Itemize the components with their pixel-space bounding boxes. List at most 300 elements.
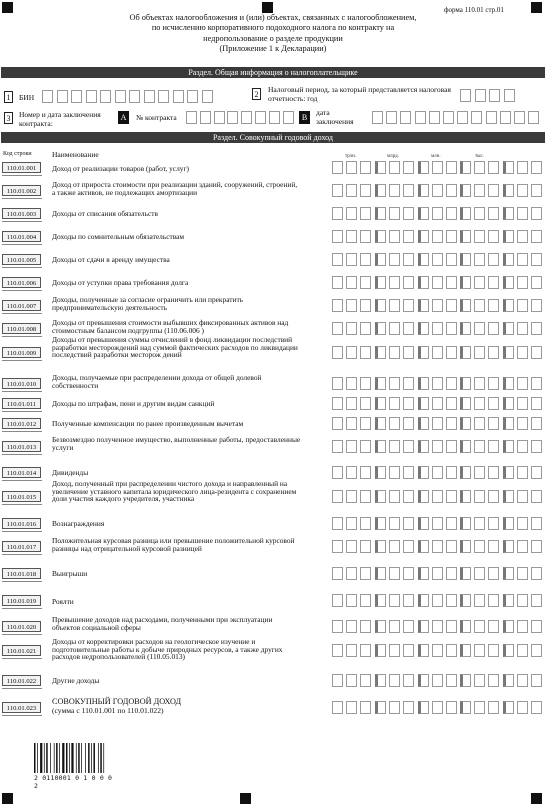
amount-cell[interactable] bbox=[446, 701, 457, 714]
amount-cell[interactable] bbox=[360, 701, 371, 714]
amount-cell[interactable] bbox=[432, 674, 443, 687]
amount-cell[interactable] bbox=[488, 161, 499, 174]
amount-cell[interactable] bbox=[360, 184, 371, 197]
amount-cell[interactable] bbox=[360, 517, 371, 530]
digit-cell[interactable] bbox=[187, 90, 198, 103]
amount-cell[interactable] bbox=[503, 397, 514, 410]
digit-cell[interactable] bbox=[227, 111, 238, 124]
amount-cell[interactable] bbox=[503, 490, 514, 503]
amount-cell[interactable] bbox=[346, 276, 357, 289]
amount-cell[interactable] bbox=[446, 397, 457, 410]
amount-cell[interactable] bbox=[418, 540, 429, 553]
amount-cell[interactable] bbox=[418, 440, 429, 453]
digit-cell[interactable] bbox=[202, 90, 213, 103]
amount-cell[interactable] bbox=[446, 490, 457, 503]
amount-cell[interactable] bbox=[517, 490, 528, 503]
amount-cell[interactable] bbox=[474, 517, 485, 530]
amount-cell[interactable] bbox=[517, 674, 528, 687]
amount-cell[interactable] bbox=[474, 230, 485, 243]
amount-cell[interactable] bbox=[488, 440, 499, 453]
amount-cell[interactable] bbox=[389, 417, 400, 430]
amount-cell[interactable] bbox=[403, 466, 414, 479]
amount-cell[interactable] bbox=[375, 594, 386, 607]
amount-cell[interactable] bbox=[474, 276, 485, 289]
digit-cell[interactable] bbox=[57, 90, 68, 103]
amount-cell[interactable] bbox=[403, 701, 414, 714]
amount-cell[interactable] bbox=[375, 567, 386, 580]
amount-cell[interactable] bbox=[446, 322, 457, 335]
amount-cell[interactable] bbox=[418, 346, 429, 359]
amount-cell[interactable] bbox=[389, 620, 400, 633]
amount-cell[interactable] bbox=[517, 184, 528, 197]
amount-cell[interactable] bbox=[488, 517, 499, 530]
amount-cell[interactable] bbox=[389, 674, 400, 687]
amount-cell[interactable] bbox=[346, 322, 357, 335]
digit-cell[interactable] bbox=[504, 89, 515, 102]
amount-cell[interactable] bbox=[488, 701, 499, 714]
amount-cell[interactable] bbox=[346, 417, 357, 430]
amount-cell[interactable] bbox=[446, 517, 457, 530]
amount-cell[interactable] bbox=[332, 161, 343, 174]
amount-cell[interactable] bbox=[517, 276, 528, 289]
amount-cell[interactable] bbox=[375, 466, 386, 479]
amount-cell[interactable] bbox=[474, 490, 485, 503]
amount-cell[interactable] bbox=[346, 377, 357, 390]
amount-cell[interactable] bbox=[446, 161, 457, 174]
amount-cell[interactable] bbox=[503, 417, 514, 430]
amount-cell[interactable] bbox=[332, 594, 343, 607]
amount-cell[interactable] bbox=[418, 567, 429, 580]
amount-cell[interactable] bbox=[503, 322, 514, 335]
amount-cell[interactable] bbox=[346, 567, 357, 580]
amount-cell[interactable] bbox=[403, 517, 414, 530]
amount-cell[interactable] bbox=[346, 490, 357, 503]
amount-cell[interactable] bbox=[332, 417, 343, 430]
digit-cell[interactable] bbox=[255, 111, 266, 124]
amount-cell[interactable] bbox=[332, 674, 343, 687]
amount-cell[interactable] bbox=[389, 440, 400, 453]
digit-cell[interactable] bbox=[129, 90, 140, 103]
amount-cell[interactable] bbox=[375, 322, 386, 335]
amount-cell[interactable] bbox=[503, 466, 514, 479]
amount-cell[interactable] bbox=[360, 644, 371, 657]
amount-cell[interactable] bbox=[488, 417, 499, 430]
amount-cell[interactable] bbox=[389, 466, 400, 479]
amount-cell[interactable] bbox=[488, 490, 499, 503]
amount-cell[interactable] bbox=[432, 346, 443, 359]
amount-cell[interactable] bbox=[332, 276, 343, 289]
amount-cell[interactable] bbox=[389, 346, 400, 359]
amount-cell[interactable] bbox=[389, 230, 400, 243]
amount-cell[interactable] bbox=[517, 207, 528, 220]
amount-cell[interactable] bbox=[432, 620, 443, 633]
amount-cell[interactable] bbox=[346, 440, 357, 453]
amount-cell[interactable] bbox=[531, 490, 542, 503]
amount-cell[interactable] bbox=[517, 397, 528, 410]
digit-cell[interactable] bbox=[269, 111, 280, 124]
digit-cell[interactable] bbox=[471, 111, 482, 124]
amount-cell[interactable] bbox=[332, 540, 343, 553]
amount-cell[interactable] bbox=[418, 377, 429, 390]
amount-cell[interactable] bbox=[517, 620, 528, 633]
amount-cell[interactable] bbox=[531, 620, 542, 633]
amount-cell[interactable] bbox=[389, 490, 400, 503]
amount-cell[interactable] bbox=[460, 253, 471, 266]
amount-cell[interactable] bbox=[432, 644, 443, 657]
amount-cell[interactable] bbox=[432, 397, 443, 410]
amount-cell[interactable] bbox=[474, 701, 485, 714]
amount-cell[interactable] bbox=[517, 230, 528, 243]
amount-cell[interactable] bbox=[375, 299, 386, 312]
amount-cell[interactable] bbox=[474, 466, 485, 479]
amount-cell[interactable] bbox=[474, 644, 485, 657]
amount-cell[interactable] bbox=[517, 346, 528, 359]
digit-cell[interactable] bbox=[528, 111, 539, 124]
amount-cell[interactable] bbox=[531, 207, 542, 220]
amount-cell[interactable] bbox=[503, 276, 514, 289]
amount-cell[interactable] bbox=[389, 540, 400, 553]
amount-cell[interactable] bbox=[460, 540, 471, 553]
amount-cell[interactable] bbox=[488, 674, 499, 687]
digit-cell[interactable] bbox=[71, 90, 82, 103]
amount-cell[interactable] bbox=[503, 230, 514, 243]
amount-cell[interactable] bbox=[531, 517, 542, 530]
amount-cell[interactable] bbox=[346, 230, 357, 243]
amount-cell[interactable] bbox=[503, 377, 514, 390]
amount-cell[interactable] bbox=[389, 161, 400, 174]
amount-cell[interactable] bbox=[332, 346, 343, 359]
amount-cell[interactable] bbox=[446, 346, 457, 359]
amount-cell[interactable] bbox=[375, 701, 386, 714]
amount-cell[interactable] bbox=[403, 276, 414, 289]
amount-cell[interactable] bbox=[418, 594, 429, 607]
amount-cell[interactable] bbox=[346, 620, 357, 633]
amount-cell[interactable] bbox=[446, 253, 457, 266]
amount-cell[interactable] bbox=[517, 594, 528, 607]
amount-cell[interactable] bbox=[503, 346, 514, 359]
amount-cell[interactable] bbox=[389, 701, 400, 714]
amount-cell[interactable] bbox=[332, 490, 343, 503]
amount-cell[interactable] bbox=[503, 184, 514, 197]
amount-cell[interactable] bbox=[332, 299, 343, 312]
amount-cell[interactable] bbox=[375, 230, 386, 243]
amount-cell[interactable] bbox=[531, 440, 542, 453]
amount-cell[interactable] bbox=[460, 346, 471, 359]
amount-cell[interactable] bbox=[474, 620, 485, 633]
amount-cell[interactable] bbox=[488, 620, 499, 633]
amount-cell[interactable] bbox=[403, 322, 414, 335]
amount-cell[interactable] bbox=[432, 517, 443, 530]
amount-cell[interactable] bbox=[503, 701, 514, 714]
amount-cell[interactable] bbox=[432, 466, 443, 479]
amount-cell[interactable] bbox=[503, 620, 514, 633]
amount-cell[interactable] bbox=[418, 490, 429, 503]
amount-cell[interactable] bbox=[403, 594, 414, 607]
digit-cell[interactable] bbox=[386, 111, 397, 124]
digit-cell[interactable] bbox=[200, 111, 211, 124]
amount-cell[interactable] bbox=[389, 184, 400, 197]
amount-cell[interactable] bbox=[403, 490, 414, 503]
amount-cell[interactable] bbox=[332, 253, 343, 266]
digit-cell[interactable] bbox=[500, 111, 511, 124]
amount-cell[interactable] bbox=[460, 377, 471, 390]
digit-cell[interactable] bbox=[186, 111, 197, 124]
amount-cell[interactable] bbox=[403, 377, 414, 390]
amount-cell[interactable] bbox=[418, 276, 429, 289]
amount-cell[interactable] bbox=[488, 594, 499, 607]
amount-cell[interactable] bbox=[332, 701, 343, 714]
amount-cell[interactable] bbox=[446, 417, 457, 430]
amount-cell[interactable] bbox=[389, 207, 400, 220]
amount-cell[interactable] bbox=[360, 346, 371, 359]
amount-cell[interactable] bbox=[375, 674, 386, 687]
amount-cell[interactable] bbox=[375, 184, 386, 197]
amount-cell[interactable] bbox=[531, 417, 542, 430]
amount-cell[interactable] bbox=[346, 644, 357, 657]
amount-cell[interactable] bbox=[403, 417, 414, 430]
amount-cell[interactable] bbox=[531, 644, 542, 657]
amount-cell[interactable] bbox=[432, 253, 443, 266]
amount-cell[interactable] bbox=[474, 567, 485, 580]
amount-cell[interactable] bbox=[389, 567, 400, 580]
amount-cell[interactable] bbox=[346, 207, 357, 220]
amount-cell[interactable] bbox=[460, 567, 471, 580]
amount-cell[interactable] bbox=[432, 276, 443, 289]
amount-cell[interactable] bbox=[346, 397, 357, 410]
amount-cell[interactable] bbox=[488, 397, 499, 410]
amount-cell[interactable] bbox=[432, 567, 443, 580]
amount-cell[interactable] bbox=[403, 644, 414, 657]
amount-cell[interactable] bbox=[517, 161, 528, 174]
digit-cell[interactable] bbox=[214, 111, 225, 124]
amount-cell[interactable] bbox=[517, 299, 528, 312]
amount-cell[interactable] bbox=[531, 184, 542, 197]
amount-cell[interactable] bbox=[332, 644, 343, 657]
amount-cell[interactable] bbox=[474, 377, 485, 390]
amount-cell[interactable] bbox=[332, 377, 343, 390]
digit-cell[interactable] bbox=[372, 111, 383, 124]
digit-cell[interactable] bbox=[460, 89, 471, 102]
amount-cell[interactable] bbox=[474, 322, 485, 335]
amount-cell[interactable] bbox=[432, 207, 443, 220]
digit-cell[interactable] bbox=[144, 90, 155, 103]
digit-cell[interactable] bbox=[283, 111, 294, 124]
amount-cell[interactable] bbox=[346, 540, 357, 553]
amount-cell[interactable] bbox=[460, 184, 471, 197]
amount-cell[interactable] bbox=[531, 322, 542, 335]
amount-cell[interactable] bbox=[446, 299, 457, 312]
amount-cell[interactable] bbox=[474, 397, 485, 410]
amount-cell[interactable] bbox=[332, 230, 343, 243]
amount-cell[interactable] bbox=[531, 161, 542, 174]
amount-cell[interactable] bbox=[418, 299, 429, 312]
amount-cell[interactable] bbox=[403, 674, 414, 687]
amount-cell[interactable] bbox=[375, 490, 386, 503]
amount-cell[interactable] bbox=[474, 161, 485, 174]
amount-cell[interactable] bbox=[403, 207, 414, 220]
amount-cell[interactable] bbox=[389, 517, 400, 530]
digit-cell[interactable] bbox=[42, 90, 53, 103]
amount-cell[interactable] bbox=[488, 253, 499, 266]
amount-cell[interactable] bbox=[460, 161, 471, 174]
amount-cell[interactable] bbox=[432, 594, 443, 607]
amount-cell[interactable] bbox=[446, 230, 457, 243]
amount-cell[interactable] bbox=[531, 540, 542, 553]
amount-cell[interactable] bbox=[403, 346, 414, 359]
amount-cell[interactable] bbox=[432, 417, 443, 430]
amount-cell[interactable] bbox=[517, 377, 528, 390]
amount-cell[interactable] bbox=[360, 417, 371, 430]
amount-cell[interactable] bbox=[460, 440, 471, 453]
amount-cell[interactable] bbox=[488, 322, 499, 335]
amount-cell[interactable] bbox=[474, 540, 485, 553]
amount-cell[interactable] bbox=[503, 207, 514, 220]
amount-cell[interactable] bbox=[389, 397, 400, 410]
amount-cell[interactable] bbox=[432, 540, 443, 553]
amount-cell[interactable] bbox=[488, 230, 499, 243]
digit-cell[interactable] bbox=[415, 111, 426, 124]
amount-cell[interactable] bbox=[488, 644, 499, 657]
amount-cell[interactable] bbox=[360, 567, 371, 580]
digit-cell[interactable] bbox=[443, 111, 454, 124]
digit-cell[interactable] bbox=[158, 90, 169, 103]
amount-cell[interactable] bbox=[531, 299, 542, 312]
amount-cell[interactable] bbox=[432, 184, 443, 197]
amount-cell[interactable] bbox=[432, 490, 443, 503]
amount-cell[interactable] bbox=[460, 397, 471, 410]
amount-cell[interactable] bbox=[474, 184, 485, 197]
amount-cell[interactable] bbox=[432, 299, 443, 312]
digit-cell[interactable] bbox=[475, 89, 486, 102]
digit-cell[interactable] bbox=[115, 90, 126, 103]
digit-cell[interactable] bbox=[489, 89, 500, 102]
amount-cell[interactable] bbox=[360, 253, 371, 266]
amount-cell[interactable] bbox=[360, 322, 371, 335]
amount-cell[interactable] bbox=[360, 397, 371, 410]
amount-cell[interactable] bbox=[403, 161, 414, 174]
amount-cell[interactable] bbox=[531, 701, 542, 714]
amount-cell[interactable] bbox=[389, 322, 400, 335]
amount-cell[interactable] bbox=[332, 207, 343, 220]
amount-cell[interactable] bbox=[503, 299, 514, 312]
amount-cell[interactable] bbox=[474, 440, 485, 453]
amount-cell[interactable] bbox=[403, 540, 414, 553]
amount-cell[interactable] bbox=[460, 517, 471, 530]
amount-cell[interactable] bbox=[474, 299, 485, 312]
amount-cell[interactable] bbox=[403, 299, 414, 312]
amount-cell[interactable] bbox=[432, 230, 443, 243]
amount-cell[interactable] bbox=[460, 322, 471, 335]
amount-cell[interactable] bbox=[432, 377, 443, 390]
amount-cell[interactable] bbox=[418, 620, 429, 633]
amount-cell[interactable] bbox=[389, 299, 400, 312]
amount-cell[interactable] bbox=[488, 540, 499, 553]
amount-cell[interactable] bbox=[446, 184, 457, 197]
amount-cell[interactable] bbox=[517, 466, 528, 479]
amount-cell[interactable] bbox=[503, 253, 514, 266]
amount-cell[interactable] bbox=[488, 207, 499, 220]
amount-cell[interactable] bbox=[446, 567, 457, 580]
amount-cell[interactable] bbox=[375, 440, 386, 453]
amount-cell[interactable] bbox=[332, 466, 343, 479]
amount-cell[interactable] bbox=[403, 440, 414, 453]
amount-cell[interactable] bbox=[418, 230, 429, 243]
amount-cell[interactable] bbox=[389, 644, 400, 657]
amount-cell[interactable] bbox=[432, 440, 443, 453]
amount-cell[interactable] bbox=[418, 466, 429, 479]
digit-cell[interactable] bbox=[173, 90, 184, 103]
amount-cell[interactable] bbox=[389, 377, 400, 390]
amount-cell[interactable] bbox=[446, 207, 457, 220]
amount-cell[interactable] bbox=[360, 440, 371, 453]
amount-cell[interactable] bbox=[503, 540, 514, 553]
amount-cell[interactable] bbox=[418, 161, 429, 174]
amount-cell[interactable] bbox=[375, 377, 386, 390]
amount-cell[interactable] bbox=[432, 322, 443, 335]
amount-cell[interactable] bbox=[460, 466, 471, 479]
amount-cell[interactable] bbox=[460, 207, 471, 220]
amount-cell[interactable] bbox=[531, 674, 542, 687]
amount-cell[interactable] bbox=[488, 377, 499, 390]
digit-cell[interactable] bbox=[86, 90, 97, 103]
amount-cell[interactable] bbox=[460, 620, 471, 633]
amount-cell[interactable] bbox=[332, 397, 343, 410]
digit-cell[interactable] bbox=[486, 111, 497, 124]
amount-cell[interactable] bbox=[332, 440, 343, 453]
amount-cell[interactable] bbox=[418, 322, 429, 335]
amount-cell[interactable] bbox=[360, 674, 371, 687]
amount-cell[interactable] bbox=[418, 207, 429, 220]
amount-cell[interactable] bbox=[418, 184, 429, 197]
amount-cell[interactable] bbox=[360, 230, 371, 243]
amount-cell[interactable] bbox=[474, 594, 485, 607]
amount-cell[interactable] bbox=[360, 594, 371, 607]
amount-cell[interactable] bbox=[460, 299, 471, 312]
amount-cell[interactable] bbox=[531, 276, 542, 289]
amount-cell[interactable] bbox=[488, 276, 499, 289]
amount-cell[interactable] bbox=[418, 417, 429, 430]
amount-cell[interactable] bbox=[446, 276, 457, 289]
amount-cell[interactable] bbox=[488, 567, 499, 580]
amount-cell[interactable] bbox=[360, 466, 371, 479]
amount-cell[interactable] bbox=[488, 466, 499, 479]
amount-cell[interactable] bbox=[375, 207, 386, 220]
amount-cell[interactable] bbox=[332, 620, 343, 633]
digit-cell[interactable] bbox=[429, 111, 440, 124]
amount-cell[interactable] bbox=[460, 644, 471, 657]
amount-cell[interactable] bbox=[503, 594, 514, 607]
amount-cell[interactable] bbox=[460, 417, 471, 430]
amount-cell[interactable] bbox=[375, 417, 386, 430]
amount-cell[interactable] bbox=[446, 594, 457, 607]
amount-cell[interactable] bbox=[360, 620, 371, 633]
amount-cell[interactable] bbox=[418, 397, 429, 410]
amount-cell[interactable] bbox=[375, 346, 386, 359]
digit-cell[interactable] bbox=[241, 111, 252, 124]
amount-cell[interactable] bbox=[474, 253, 485, 266]
amount-cell[interactable] bbox=[332, 567, 343, 580]
amount-cell[interactable] bbox=[517, 417, 528, 430]
amount-cell[interactable] bbox=[446, 377, 457, 390]
digit-cell[interactable] bbox=[514, 111, 525, 124]
amount-cell[interactable] bbox=[474, 346, 485, 359]
amount-cell[interactable] bbox=[531, 253, 542, 266]
amount-cell[interactable] bbox=[432, 161, 443, 174]
amount-cell[interactable] bbox=[446, 674, 457, 687]
amount-cell[interactable] bbox=[418, 517, 429, 530]
amount-cell[interactable] bbox=[375, 253, 386, 266]
amount-cell[interactable] bbox=[446, 440, 457, 453]
